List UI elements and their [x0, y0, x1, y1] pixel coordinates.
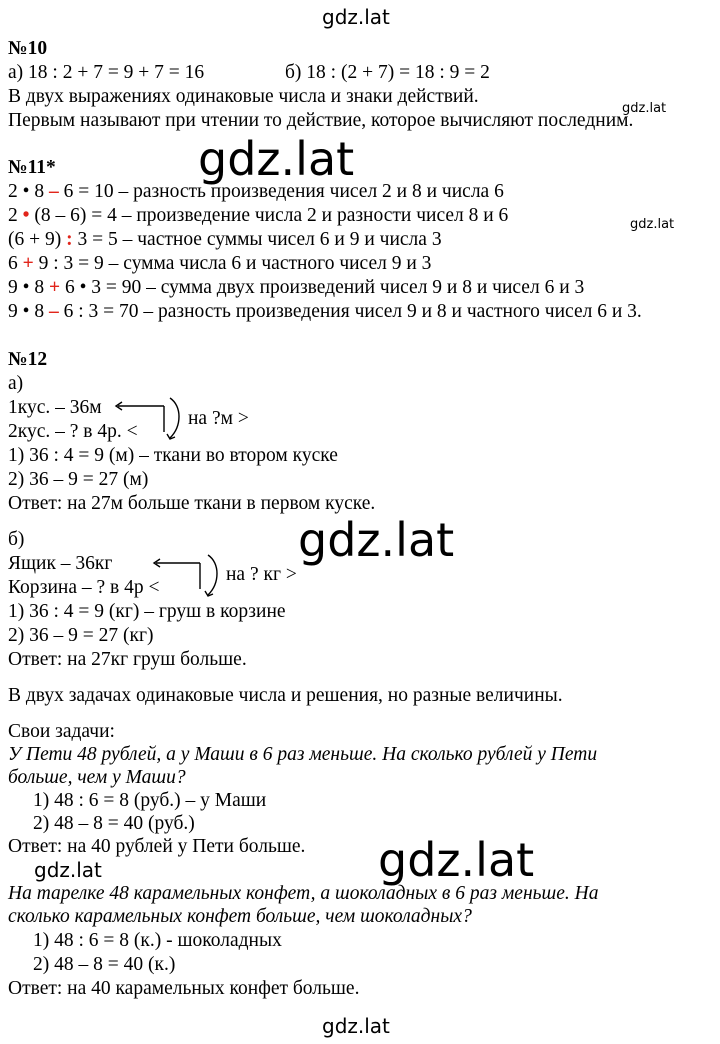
- watermark-bottom: gdz.lat: [322, 1014, 390, 1038]
- task-12-note: В двух задачах одинаковые числа и решения, но разные величины.: [8, 685, 563, 706]
- task-11-line-4: 6 + 9 : 3 = 9 – сумма числа 6 и частного чисел 9 и 3: [8, 253, 432, 274]
- task-11-line-5: 9 • 8 + 6 • 3 = 90 – сумма двух произведений чисел 9 и 8 и чисел 6 и 3: [8, 277, 585, 298]
- watermark-large: gdz.lat: [378, 833, 535, 887]
- own-task-2-step-1: 1) 48 : 6 = 8 (к.) - шоколадных: [33, 930, 282, 951]
- task-10-note-1: В двух выражениях одинаковые числа и знаки действий.: [8, 86, 479, 107]
- task-10-a: а) 18 : 2 + 7 = 9 + 7 = 16: [8, 62, 205, 83]
- operator: •: [22, 205, 30, 226]
- watermark-large: gdz.lat: [198, 132, 355, 186]
- own-task-1-step-1: 1) 48 : 6 = 8 (руб.) – у Маши: [33, 790, 267, 811]
- task-10-note-2: Первым называют при чтении то действие, которое вычисляют последним.: [8, 110, 634, 131]
- task-12-b-step-1: 1) 36 : 4 = 9 (кг) – груш в корзине: [8, 601, 286, 622]
- task-12-a-condition-2: 2кус. – ? в 4р. <: [8, 421, 138, 442]
- task-10-title: №10: [8, 38, 48, 59]
- task-11-line-6: 9 • 8 – 6 : 3 = 70 – разность произведения чисел 9 и 8 и частного чисел 6 и 3.: [8, 301, 642, 322]
- operator: +: [48, 277, 61, 298]
- comparison-bracket: [150, 553, 230, 603]
- task-11-line-3: (6 + 9) : 3 = 5 – частное суммы чисел 6 и 9 и числа 3: [8, 229, 442, 250]
- task-12-a-answer: Ответ: на 27м больше ткани в первом куске.: [8, 493, 376, 514]
- operator: –: [48, 301, 59, 322]
- task-12-a-step-1: 1) 36 : 4 = 9 (м) – ткани во втором куске: [8, 445, 338, 466]
- watermark-small: gdz.lat: [630, 217, 675, 232]
- own-task-2-answer: Ответ: на 40 карамельных конфет больше.: [8, 978, 360, 999]
- task-12-b-step-2: 2) 36 – 9 = 27 (кг): [8, 625, 154, 646]
- operator: :: [66, 229, 73, 250]
- task-12-b-answer: Ответ: на 27кг груш больше.: [8, 649, 247, 670]
- own-task-2-step-2: 2) 48 – 8 = 40 (к.): [33, 954, 176, 975]
- watermark-small: gdz.lat: [34, 858, 102, 882]
- own-task-1-question-2: больше, чем у Маши?: [8, 767, 186, 788]
- task-12-b-condition-2: Корзина – ? в 4р <: [8, 577, 160, 598]
- own-task-1-question-1: У Пети 48 рублей, а у Маши в 6 раз меньше. На сколько рублей у Пети: [8, 744, 598, 765]
- watermark-large: gdz.lat: [298, 513, 455, 567]
- task-12-a-condition-1: 1кус. – 36м: [8, 397, 102, 418]
- own-task-1-step-2: 2) 48 – 8 = 40 (руб.): [33, 813, 195, 834]
- task-12-a-question: на ?м >: [188, 408, 249, 429]
- task-12-b-label: б): [8, 529, 25, 550]
- task-12-a-label: а): [8, 373, 24, 394]
- watermark-small: gdz.lat: [622, 101, 667, 116]
- operator: –: [48, 181, 59, 202]
- task-12-title: №12: [8, 349, 48, 370]
- comparison-bracket: [108, 396, 188, 446]
- task-11-line-2: 2 • (8 – 6) = 4 – произведение числа 2 и разности чисел 8 и 6: [8, 205, 509, 226]
- own-task-1-answer: Ответ: на 40 рублей у Пети больше.: [8, 836, 306, 857]
- task-11-line-1: 2 • 8 – 6 = 10 – разность произведения чисел 2 и 8 и числа 6: [8, 181, 504, 202]
- own-task-2-question-1: На тарелке 48 карамельных конфет, а шоколадных в 6 раз меньше. На: [8, 883, 599, 904]
- own-tasks-heading: Свои задачи:: [8, 721, 115, 742]
- own-task-2-question-2: сколько карамельных конфет больше, чем шоколадных?: [8, 906, 472, 927]
- watermark-top: gdz.lat: [322, 5, 390, 29]
- task-10-b: б) 18 : (2 + 7) = 18 : 9 = 2: [285, 62, 490, 83]
- task-11-title: №11*: [8, 157, 56, 178]
- task-12-a-step-2: 2) 36 – 9 = 27 (м): [8, 469, 149, 490]
- task-12-b-question: на ? кг >: [226, 564, 297, 585]
- task-12-b-condition-1: Ящик – 36кг: [8, 553, 113, 574]
- operator: +: [22, 253, 34, 274]
